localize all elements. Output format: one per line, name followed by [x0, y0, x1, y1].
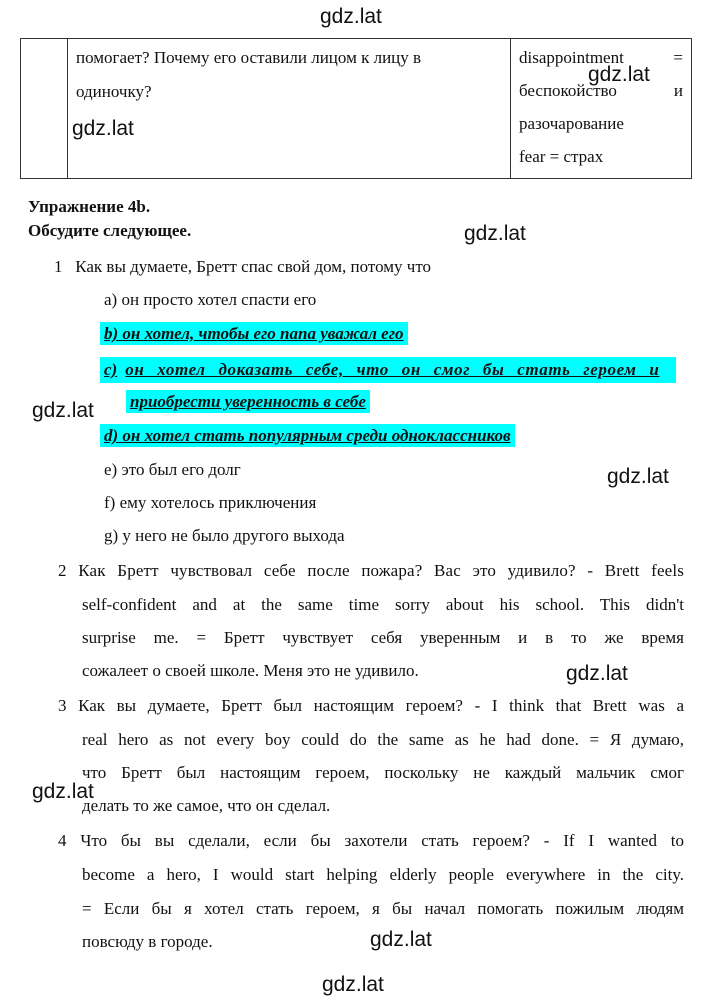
option-b [100, 323, 408, 345]
question-line: помогает? Почему его оставили лицом к лицу в [76, 48, 422, 67]
vocab-translation: беспокойство [519, 81, 617, 100]
question-number: 1 [54, 257, 63, 276]
option-text: ему хотелось приключения [119, 493, 317, 512]
watermark: gdz.lat [607, 465, 669, 488]
watermark: gdz.lat [566, 662, 628, 685]
table-question-cell [68, 39, 511, 179]
answer-line: 3 Как вы думаете, Бретт был настоящим героем? - I think that Brett was a [58, 696, 684, 715]
question-text: Как вы думаете, Бретт спас свой дом, потому что [75, 257, 432, 276]
option-e [104, 459, 241, 481]
option-a [104, 289, 316, 311]
option-text: он просто хотел спасти его [121, 290, 317, 309]
watermark: gdz.lat [588, 63, 650, 86]
option-c-continued [126, 391, 370, 413]
answer-line: делать то же самое, что он сделал. [82, 796, 331, 815]
option-f [104, 492, 316, 514]
answer-line: = Если бы я хотел стать героем, я бы начал помогать пожилым людям [82, 899, 684, 918]
answer-line: become a hero, I would start helping elderly people everywhere in the city. [82, 865, 684, 884]
answer-line: что Бретт был настоящим героем, поскольку не каждый мальчик смог [82, 763, 684, 782]
option-letter: e) [104, 460, 118, 479]
answer-line: сожалеет о своей школе. Меня это не удивило. [82, 661, 419, 680]
watermark: gdz.lat [32, 780, 94, 803]
table-vocab-cell [511, 39, 692, 179]
highlighted-option: b) он хотел, чтобы его папа уважал его [100, 322, 408, 345]
question-1 [54, 256, 431, 278]
option-letter: f) [104, 493, 116, 512]
exercise-instruction: Обсудите следующее. [28, 221, 192, 240]
option-letter: g) [104, 526, 119, 545]
answer-line: повсюду в городе. [82, 932, 213, 951]
watermark: gdz.lat [464, 222, 526, 245]
option-c [100, 357, 676, 383]
vocab-word: disappointment [519, 48, 624, 67]
answer-line: 4 Что бы вы сделали, если бы захотели стать героем? - If I wanted to [58, 831, 684, 850]
watermark: gdz.lat [322, 973, 384, 996]
answer-line: surprise me. = Бретт чувствует себя уверенным и в то же время [82, 628, 684, 647]
option-d [100, 425, 515, 447]
vocab-equals: = [673, 48, 683, 67]
option-text: у него не было другого выхода [122, 526, 345, 545]
watermark: gdz.lat [72, 117, 134, 140]
question-line: одиночку? [76, 82, 152, 101]
highlighted-option: приобрести уверенность в себе [126, 390, 370, 413]
answer-line: real hero as not every boy could do the same as he had done. = Я думаю, [82, 730, 684, 749]
option-letter: a) [104, 290, 118, 309]
watermark: gdz.lat [32, 399, 94, 422]
vocab-conjunction: и [673, 81, 683, 100]
exercise-title: Упражнение 4b. [28, 197, 151, 216]
option-text: это был его долг [121, 460, 241, 479]
watermark: gdz.lat [370, 928, 432, 951]
vocab-entry: fear = страх [519, 147, 604, 166]
answer-line: 2 Как Бретт чувствовал себе после пожара? Вас это удивило? - Brett feels [58, 561, 684, 580]
highlighted-option: d) он хотел стать популярным среди одноклассников [100, 424, 515, 447]
highlighted-option: c) он хотел доказать себе, что он смог бы стать героем и [100, 357, 676, 383]
table-number-cell [21, 39, 68, 179]
vocab-table [20, 38, 692, 179]
watermark: gdz.lat [320, 5, 382, 28]
answer-line: self-confident and at the same time sorry about his school. This didn't [82, 595, 684, 614]
option-g [104, 525, 345, 547]
vocab-translation: разочарование [519, 114, 624, 133]
